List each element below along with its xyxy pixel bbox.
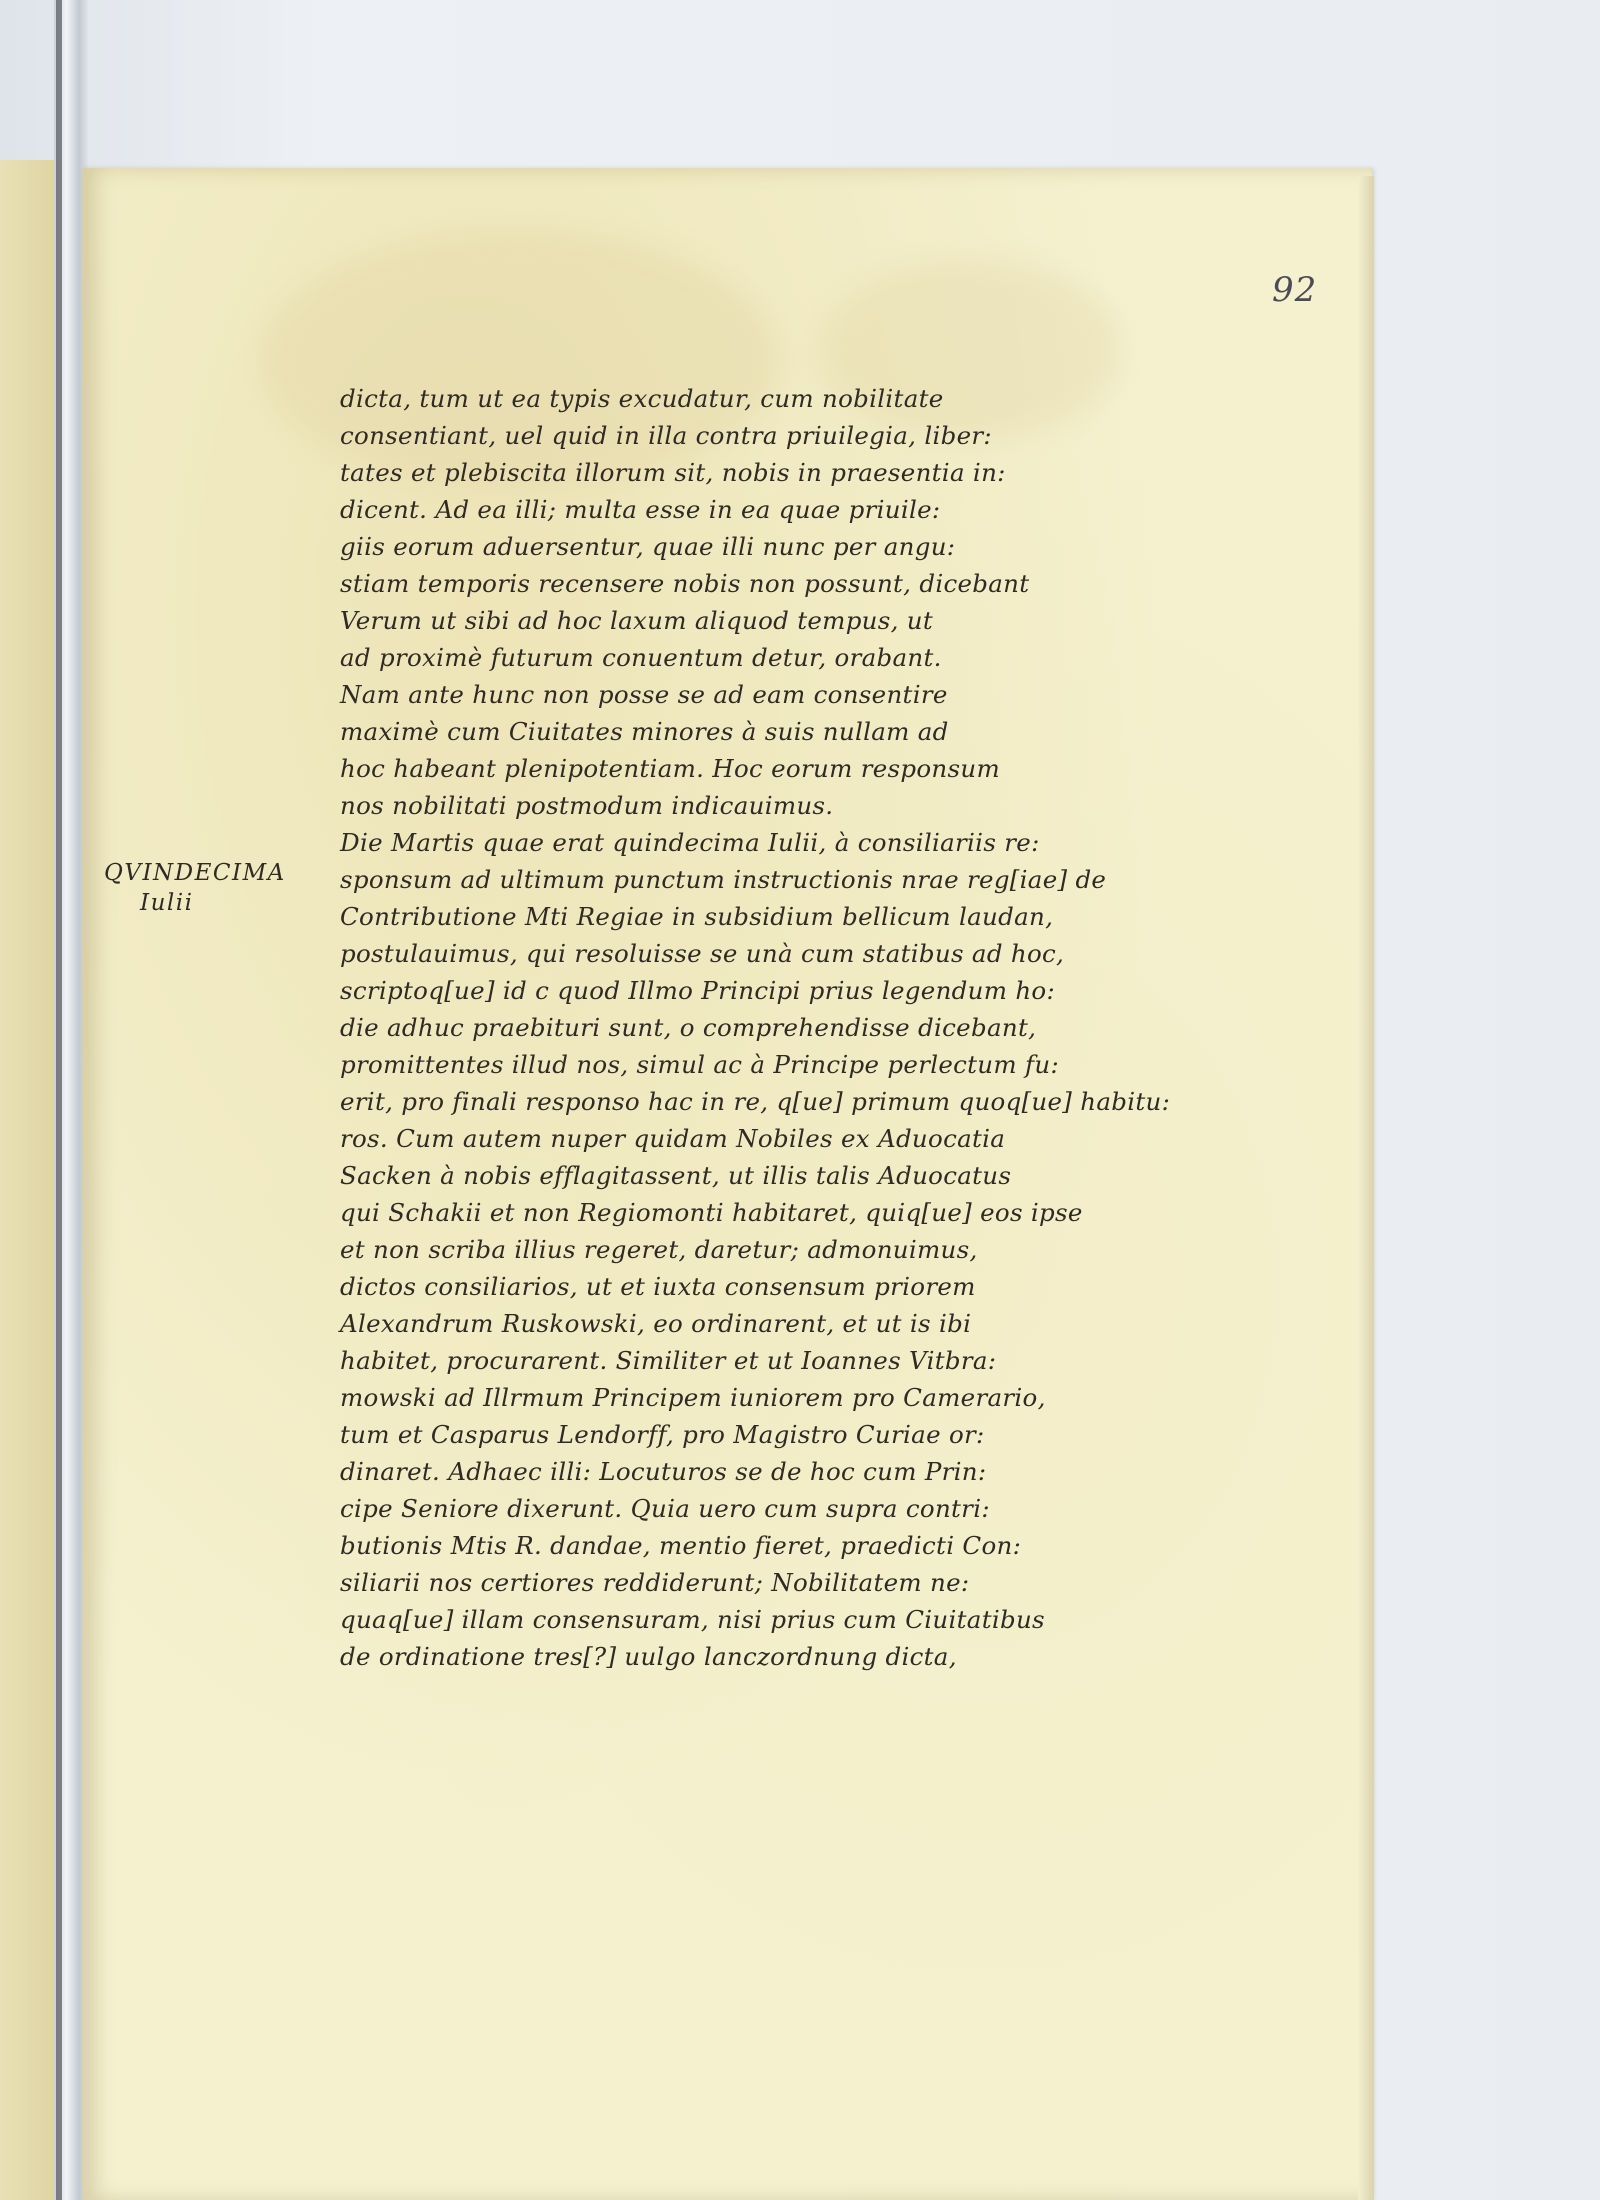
text-line: giis eorum aduersentur, quae illi nunc per angu: — [340, 532, 956, 561]
text-line: Alexandrum Ruskowski, eo ordinarent, et ut is ibi — [340, 1309, 972, 1338]
text-line: Sacken à nobis efflagitassent, ut illis talis Aduocatus — [340, 1161, 1012, 1190]
text-line: scriptoq[ue] id c quod Illmo Principi prius legendum ho: — [340, 976, 1056, 1005]
text-line: die adhuc praebituri sunt, o comprehendisse dicebant, — [340, 1013, 1037, 1042]
text-line: nos nobilitati postmodum indicauimus. — [340, 791, 834, 820]
text-line: mowski ad Illrmum Principem iuniorem pro Camerario, — [340, 1383, 1046, 1412]
text-line: ad proximè futurum conuentum detur, orabant. — [340, 643, 942, 672]
facing-page-edge — [0, 160, 60, 2200]
folio-number: 92 — [1272, 270, 1318, 310]
text-line: erit, pro finali responso hac in re, q[ue] primum quoq[ue] habitu: — [340, 1087, 1171, 1116]
text-line: cipe Seniore dixerunt. Quia uero cum supra contri: — [340, 1494, 990, 1523]
text-line: siliarii nos certiores reddiderunt; Nobilitatem ne: — [340, 1568, 970, 1597]
text-line: quaq[ue] illam consensuram, nisi prius cum Ciuitatibus — [340, 1605, 1045, 1634]
text-line: dictos consiliarios, ut et iuxta consensum priorem — [340, 1272, 976, 1301]
text-line: promittentes illud nos, simul ac à Principe perlectum fu: — [340, 1050, 1060, 1079]
text-line: Die Martis quae erat quindecima Iulii, à consiliariis re: — [340, 828, 1040, 857]
page-edge — [1358, 176, 1374, 2200]
text-line: tates et plebiscita illorum sit, nobis in praesentia in: — [340, 458, 1006, 487]
margin-note-line: Iulii — [140, 890, 194, 916]
text-line: hoc habeant plenipotentiam. Hoc eorum responsum — [340, 754, 1000, 783]
text-line: dicta, tum ut ea typis excudatur, cum nobilitate — [340, 384, 944, 413]
text-line: habitet, procurarent. Similiter et ut Ioannes Vitbra: — [340, 1346, 997, 1375]
margin-note-line: QVINDECIMA — [104, 860, 286, 886]
text-line: tum et Casparus Lendorff, pro Magistro Curiae or: — [340, 1420, 985, 1449]
text-line: Nam ante hunc non posse se ad eam consentire — [340, 680, 948, 709]
text-line: de ordinatione tres[?] uulgo lanczordnung dicta, — [340, 1642, 957, 1671]
text-line: maximè cum Ciuitates minores à suis nullam ad — [340, 717, 949, 746]
text-line: dicent. Ad ea illi; multa esse in ea quae priuile: — [340, 495, 941, 524]
text-line: ros. Cum autem nuper quidam Nobiles ex Aduocatia — [340, 1124, 1006, 1153]
text-line: stiam temporis recensere nobis non possunt, dicebant — [340, 569, 1030, 598]
text-line: dinaret. Adhaec illi: Locuturos se de hoc cum Prin: — [340, 1457, 987, 1486]
text-line: postulauimus, qui resoluisse se unà cum statibus ad hoc, — [340, 939, 1065, 968]
text-line: qui Schakii et non Regiomonti habitaret, quiq[ue] eos ipse — [340, 1198, 1083, 1227]
text-line: butionis Mtis R. dandae, mentio fieret, praedicti Con: — [340, 1531, 1022, 1560]
margin-note — [104, 858, 334, 918]
manuscript-text — [340, 380, 1171, 1675]
text-line: Contributione Mti Regiae in subsidium bellicum laudan, — [340, 902, 1054, 931]
text-line: et non scriba illius regeret, daretur; admonuimus, — [340, 1235, 978, 1264]
text-line: consentiant, uel quid in illa contra priuilegia, liber: — [340, 421, 992, 450]
text-line: sponsum ad ultimum punctum instructionis nrae reg[iae] de — [340, 865, 1107, 894]
text-line: Verum ut sibi ad hoc laxum aliquod tempus, ut — [340, 606, 934, 635]
binding-shadow — [56, 0, 62, 2200]
